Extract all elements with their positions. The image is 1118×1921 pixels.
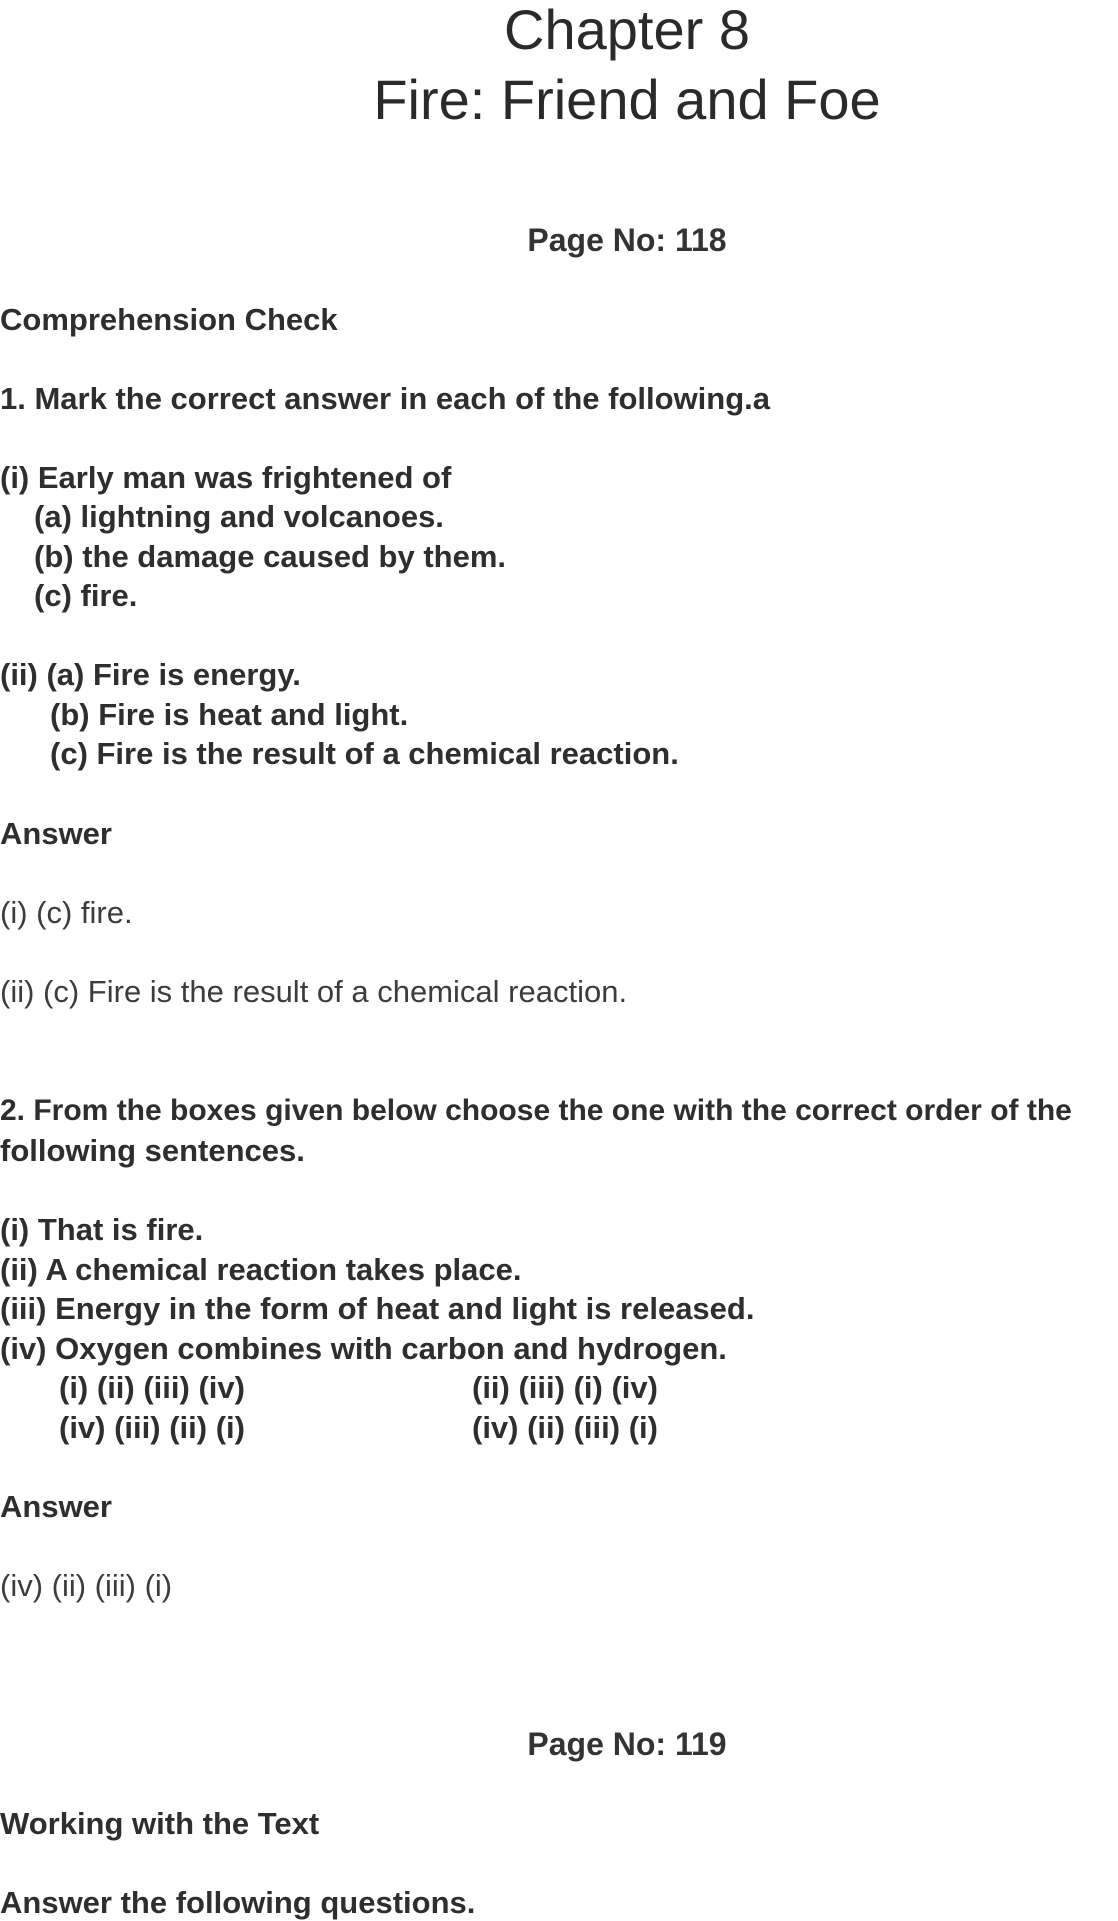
chapter-title: Fire: Friend and Foe — [373, 68, 881, 131]
sentence-item: (iii) Energy in the form of heat and light is released. — [0, 1291, 755, 1326]
chapter-number: Chapter 8 — [504, 0, 750, 61]
sentence-item: (ii) A chemical reaction takes place. — [0, 1252, 522, 1287]
page-number: Page No: 119 — [527, 1726, 727, 1762]
option-item: (c) fire. — [34, 578, 138, 613]
choice-item: (ii) (iii) (i) (iv) — [472, 1370, 658, 1405]
question-prompt: following sentences. — [0, 1133, 305, 1168]
option-item: (a) lightning and volcanoes. — [34, 499, 444, 534]
question-stem: (i) Early man was frightened of — [0, 460, 452, 495]
answer-text: (ii) (c) Fire is the result of a chemical reaction. — [0, 974, 628, 1009]
answer-text: (iv) (ii) (iii) (i) — [0, 1568, 173, 1603]
option-item: (c) Fire is the result of a chemical reaction. — [50, 736, 679, 771]
choice-item: (iv) (ii) (iii) (i) — [472, 1410, 658, 1445]
option-item: (ii) (a) Fire is energy. — [0, 657, 301, 692]
option-item: (b) the damage caused by them. — [34, 539, 506, 574]
answer-label: Answer — [0, 1489, 112, 1524]
question-prompt: 2. From the boxes given below choose the one with the correct order of the — [0, 1094, 1072, 1127]
choice-item: (iv) (iii) (ii) (i) — [59, 1410, 245, 1445]
question-prompt: 1. Mark the correct answer in each of the following.a — [0, 381, 771, 416]
sentence-item: (iv) Oxygen combines with carbon and hydrogen. — [0, 1331, 727, 1366]
page-number: Page No: 118 — [527, 222, 727, 258]
answer-label: Answer — [0, 816, 112, 851]
answer-text: (i) (c) fire. — [0, 895, 133, 930]
section-heading: Comprehension Check — [0, 302, 338, 337]
instruction-text: Answer the following questions. — [0, 1885, 476, 1920]
sentence-item: (i) That is fire. — [0, 1212, 204, 1247]
option-item: (b) Fire is heat and light. — [50, 697, 409, 732]
section-heading: Working with the Text — [0, 1806, 320, 1841]
choice-item: (i) (ii) (iii) (iv) — [59, 1370, 245, 1405]
